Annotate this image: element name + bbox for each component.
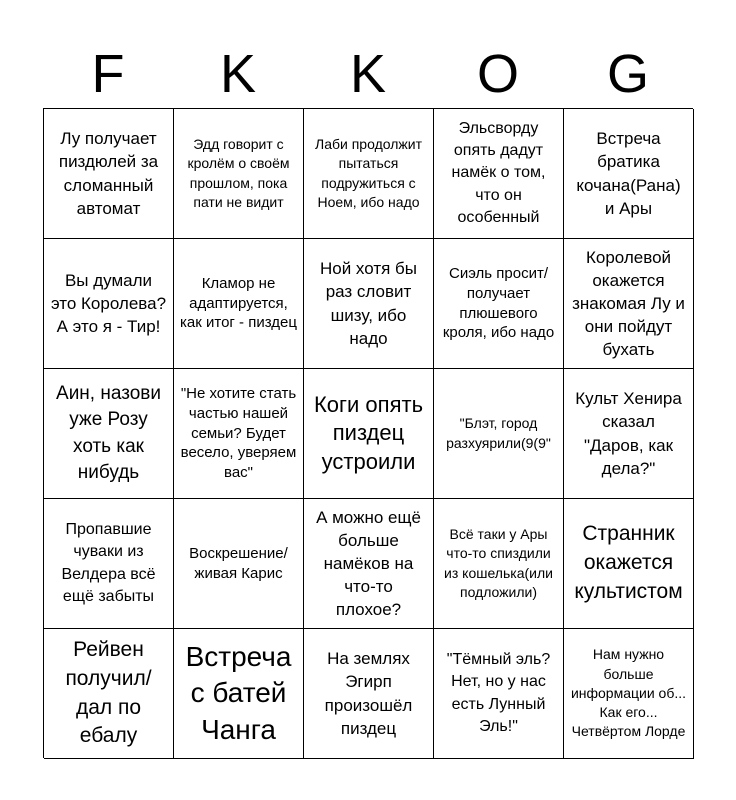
bingo-cell-r2c1[interactable] [44, 239, 174, 369]
bingo-cell-text: Культ Хенира сказал "Даров, как дела?" [575, 389, 682, 478]
bingo-cell-r5c3[interactable] [304, 629, 434, 759]
bingo-cell-r4c2[interactable] [174, 499, 304, 629]
bingo-cell-r1c5[interactable] [564, 109, 694, 239]
bingo-cell-r3c2[interactable] [174, 369, 304, 499]
bingo-cell-r1c4[interactable] [434, 109, 564, 239]
bingo-cell-r5c1[interactable] [44, 629, 174, 759]
bingo-cell-r4c3[interactable] [304, 499, 434, 629]
bingo-cell-r3c1[interactable] [44, 369, 174, 499]
bingo-cell-text: Эдд говорит с кролём о своём прошлом, пока пати не видит [187, 135, 290, 210]
bingo-cell-text: "Не хотите стать частью нашей семьи? Будет весело, уверяем вас" [180, 385, 297, 482]
bingo-cell-text: Всё таки у Ары что-то спиздили из кошелька(или подложили) [444, 525, 553, 600]
bingo-cell-r4c1[interactable] [44, 499, 174, 629]
header-letter-4: O [476, 44, 519, 104]
bingo-cell-text: Вы думали это Королева? А это я - Тир! [50, 270, 167, 337]
bingo-cell-r5c5[interactable] [564, 629, 694, 759]
bingo-cell-r5c2[interactable] [174, 629, 304, 759]
bingo-cell-r3c3[interactable] [304, 369, 434, 499]
bingo-cell-text: Коги опять пиздец устроили [313, 391, 424, 474]
bingo-cell-r1c3[interactable] [304, 109, 434, 239]
bingo-cell-text: А можно ещё больше намёков на что-то плохое? [316, 507, 421, 620]
bingo-cell-r2c2[interactable] [174, 239, 304, 369]
bingo-cell-r4c4[interactable] [434, 499, 564, 629]
bingo-cell-r4c5[interactable] [564, 499, 694, 629]
header-letter-1: F [91, 44, 125, 104]
bingo-cell-text: "Блэт, город разхуярили(9(9" [446, 415, 551, 451]
bingo-cell-text: На землях Эгирп произошёл пиздец [324, 649, 413, 738]
bingo-cell-text: Кламор не адаптируется, как итог - пиздец [180, 274, 297, 332]
bingo-cell-text: Аин, назови уже Розу хоть как нибудь [56, 383, 161, 483]
bingo-cell-r3c4[interactable] [434, 369, 564, 499]
bingo-cell-r5c4[interactable] [434, 629, 564, 759]
bingo-cell-text: Эльсворду опять дадут намёк о том, что он особенный [451, 120, 546, 226]
bingo-cell-r2c4[interactable] [434, 239, 564, 369]
bingo-cell-text: Нам нужно больше информации об... Как его... Четвёртом Лорде [570, 646, 687, 740]
bingo-cell-text: Рейвен получил/дал по ебалу [65, 637, 152, 748]
bingo-cell-text: Встреча братика кочана(Рана) и Ары [576, 129, 681, 218]
bingo-cell-text: Встреча с батей Чанга [185, 640, 292, 745]
bingo-cell-text: Лу получает пиздюлей за сломанный автомат [58, 129, 159, 218]
bingo-cell-text: Ной хотя бы раз словит шизу, ибо надо [319, 259, 417, 348]
bingo-cell-text: "Тёмный эль? Нет, но у нас есть Лунный Эль!" [446, 651, 551, 735]
bingo-cell-text: Королевой окажется знакомая Лу и они пойдут бухать [572, 247, 685, 360]
bingo-cell-text: Странник окажется культистом [574, 522, 683, 603]
bingo-cell-text: Воскрешение/живая Карис [189, 544, 288, 582]
bingo-header [43, 40, 693, 108]
bingo-cell-text: Пропавшие чуваки из Велдера всё ещё забыты [61, 521, 156, 605]
bingo-cell-r2c3[interactable] [304, 239, 434, 369]
bingo-cell-r3c5[interactable] [564, 369, 694, 499]
bingo-cell-r1c1[interactable] [44, 109, 174, 239]
bingo-cell-text: Лаби продолжит пытаться подружиться с Ноем, ибо надо [315, 135, 422, 210]
header-letter-5: G [606, 44, 649, 104]
header-letter-3: K [349, 44, 387, 104]
bingo-grid [43, 108, 693, 758]
header-letter-2: K [219, 44, 257, 104]
bingo-cell-r1c2[interactable] [174, 109, 304, 239]
bingo-cell-r2c5[interactable] [564, 239, 694, 369]
bingo-cell-text: Сиэль просит/получает плюшевого кроля, ибо надо [442, 264, 555, 342]
